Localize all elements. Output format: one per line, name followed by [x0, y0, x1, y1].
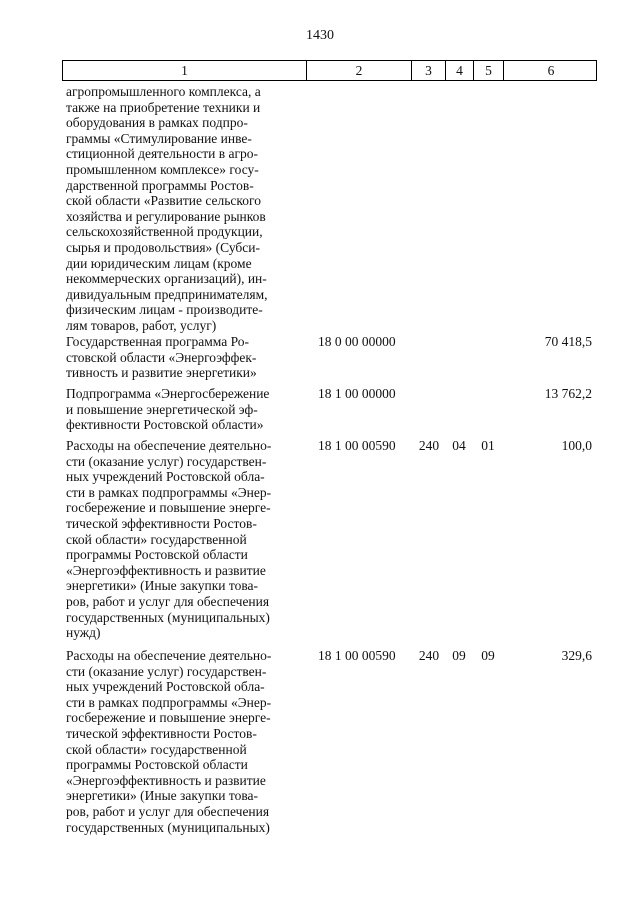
row-col-3: 240: [418, 438, 440, 453]
row-code: 18 0 00 00000: [318, 334, 396, 349]
row-col-4: 09: [452, 648, 466, 663]
row-description: агропромышленного комплекса, а также на приобретение техники и оборудования в рамках подпро- граммы «Стимулирование инве- стиционной деятельности в агро- промышленном комплексе» госу- дарственной программы Ростов- ской области «Развитие сельского хозяйства и регулирование рынков сельскохозяйственной продукции, сырья и продовольствия» (Субси- дии юридическим лицам (кроме некоммерческих организаций), ин- дивидуальным предпринимателям, физическим лицам - производите- лям товаров, работ, услуг): [66, 84, 268, 333]
header-col-2: 2: [306, 61, 411, 80]
row-amount: 100,0: [561, 438, 592, 453]
header-col-1: 1: [181, 63, 188, 78]
row-code: 18 1 00 00000: [318, 386, 396, 401]
header-col-6: 6: [503, 61, 598, 80]
row-code: 18 1 00 00590: [318, 648, 396, 663]
row-description: Расходы на обеспечение деятельно- сти (оказание услуг) государствен- ных учреждений Ростовской обла- сти в рамках подпрограммы «Энер- госбережение и повышение энерге- тической эффективности Ростов- ской области» государственной программы Ростовской области «Энергоэффективность и развитие энергетики» (Иные закупки това- ров, работ и услуг для обеспечения государственных (муниципальных) нужд): [66, 438, 272, 641]
header-col-4: 4: [445, 61, 473, 80]
row-amount: 329,6: [561, 648, 592, 663]
row-code: 18 1 00 00590: [318, 438, 396, 453]
row-amount: 70 418,5: [544, 334, 592, 349]
page-number: 1430: [306, 28, 334, 43]
row-col-5: 01: [481, 438, 495, 453]
table-header: [62, 60, 597, 81]
row-description: Расходы на обеспечение деятельно- сти (оказание услуг) государствен- ных учреждений Ростовской обла- сти в рамках подпрограммы «Энер- госбережение и повышение энерге- тической эффективности Ростов- ской области» государственной программы Ростовской области «Энергоэффективность и развитие энергетики» (Иные закупки това- ров, работ и услуг для обеспечения государственных (муниципальных): [66, 648, 272, 835]
row-col-4: 04: [452, 438, 466, 453]
header-col-3: 3: [411, 61, 445, 80]
row-amount: 13 762,2: [544, 386, 592, 401]
row-description: Государственная программа Ро- стовской области «Энергоэффек- тивность и развитие энергетики»: [66, 334, 257, 381]
row-col-3: 240: [418, 648, 440, 663]
header-col-5: 5: [473, 61, 503, 80]
row-description: Подпрограмма «Энергосбережение и повышение энергетической эф- фективности Ростовской области»: [66, 386, 270, 433]
row-col-5: 09: [481, 648, 495, 663]
